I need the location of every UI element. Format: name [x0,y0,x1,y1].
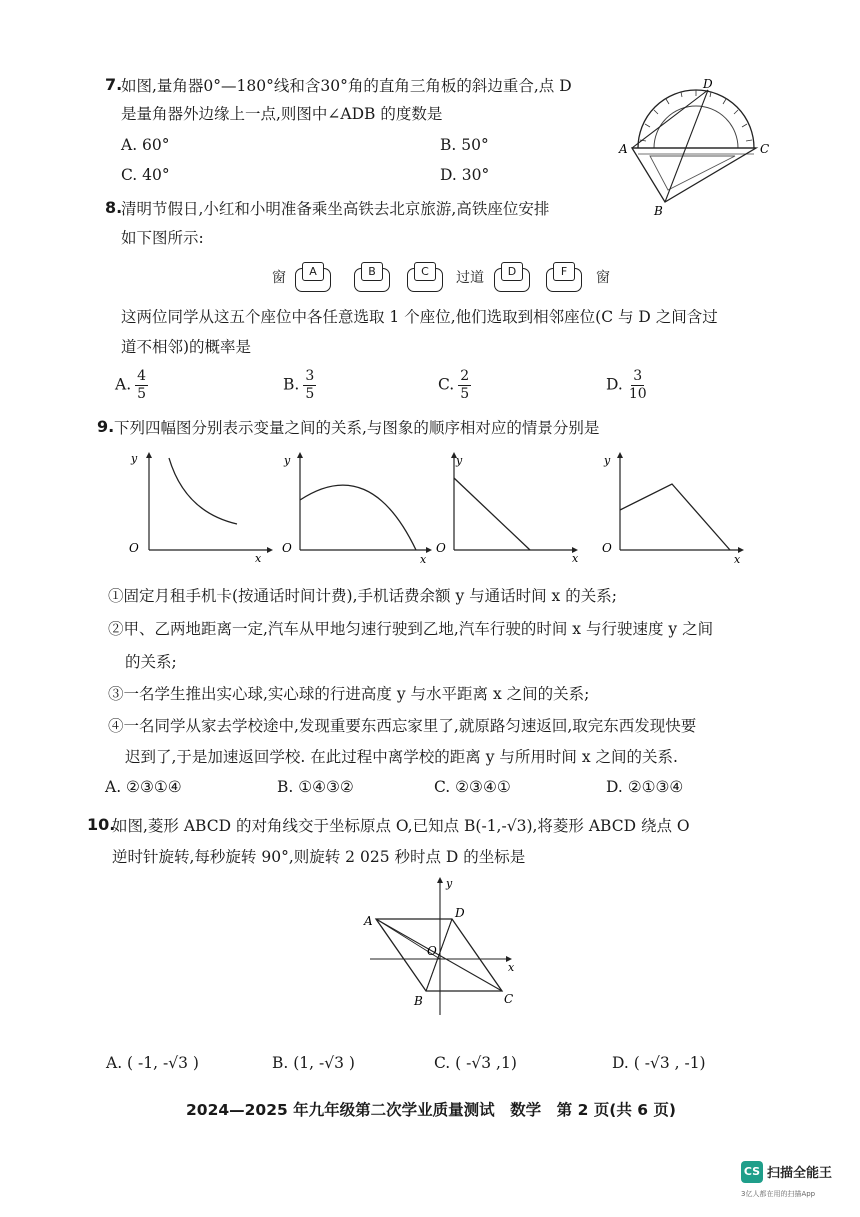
q9-g2-x-label: x [420,553,427,565]
q10-line1: 如图,菱形 ABCD 的对角线交于坐标原点 O,已知点 B(-1,-√3),将菱形 ABCD 绕点 O [112,817,690,835]
q9-scenario-1: ①固定月租手机卡(按通话时间计费),手机话费余额 y 与通话时间 x 的关系; [108,587,617,605]
q9-graph-4 [598,450,748,565]
q9-option-b: B. ①④③② [277,778,354,796]
watermark-name: 扫描全能王 [767,1166,833,1181]
q8-option-c: C. $\frac{2}{5}$ [438,368,470,402]
seat-a-label: A [302,262,324,281]
seat-c-label: C [414,262,436,281]
q9-number: 9. [97,417,115,436]
q7-option-a: A. 60° [121,136,170,154]
aisle-label: 过道 [456,270,484,286]
q10-option-b: B. (1, -√3 ) [272,1054,355,1072]
q10-label-d: D [455,906,465,920]
q7-label-b: B [654,204,663,218]
q9-graph-3 [432,450,582,565]
q10-label-b: B [414,994,423,1008]
camscanner-logo-icon: CS [741,1161,763,1183]
q10-label-x: x [508,961,515,974]
seat-f-label: F [553,262,575,281]
q8-number: 8. [105,198,123,217]
q9-g1-origin: O [129,541,139,555]
seat-d-label: D [501,262,523,281]
q7-label-d: D [703,77,713,91]
q8-option-a: A. $\frac{4}{5}$ [115,368,147,402]
seat-c [405,262,445,292]
q10-option-d: D. ( -√3 , -1) [612,1054,706,1072]
window-left-label: 窗 [272,270,286,286]
q9-option-c: C. ②③④① [434,778,511,796]
q9-scenario-2a: ②甲、乙两地距离一定,汽车从甲地匀速行驶到乙地,汽车行驶的时间 x 与行驶速度 y 之间 [108,620,714,638]
q9-graph-1 [125,450,275,565]
q9-stem: 下列四幅图分别表示变量之间的关系,与图象的顺序相对应的情景分别是 [114,419,600,437]
q10-label-c: C [504,992,514,1006]
q10-label-y: y [446,877,453,890]
q9-g1-y-label: y [131,452,138,465]
q10-number: 10. [87,815,116,834]
q7-number: 7. [105,75,123,94]
q7-option-b: B. 50° [440,136,489,154]
q7-line1: 如图,量角器0°—180°线和含30°角的直角三角板的斜边重合,点 D [121,77,572,95]
q7-line2: 是量角器外边缘上一点,则图中∠ADB 的度数是 [121,105,443,123]
seat-b-label: B [361,262,383,281]
q8-option-d: D. $\frac{3}{10}$ [606,368,647,402]
page-footer: 2024—2025 年九年级第二次学业质量测试 数学 第 2 页(共 6 页) [186,1101,676,1119]
q9-scenario-4b: 迟到了,于是加速返回学校. 在此过程中离学校的距离 y 与所用时间 x 之间的关系. [125,748,678,766]
q9-scenario-2b: 的关系; [125,653,177,671]
q10-option-a: A. ( -1, -√3 ) [106,1054,199,1072]
q9-g3-y-label: y [456,454,463,467]
q9-g2-y-label: y [284,454,291,467]
q7-option-c: C. 40° [121,166,170,184]
q9-graph-2 [280,450,435,565]
q9-g4-y-label: y [604,454,611,467]
seat-d [492,262,532,292]
q9-g1-x-label: x [255,552,262,565]
q7-option-d: D. 30° [440,166,490,184]
watermark-tagline: 3亿人都在用的扫描App [741,1190,816,1198]
q7-label-a: A [619,142,628,156]
q8-line3: 这两位同学从这五个座位中各任意选取 1 个座位,他们选取到相邻座位(C 与 D 之间含过 [121,308,718,326]
q9-option-a: A. ②③①④ [105,778,182,796]
q9-g3-x-label: x [572,552,579,565]
q7-figure-protractor [610,72,785,222]
window-right-label: 窗 [596,270,610,286]
q10-line2: 逆时针旋转,每秒旋转 90°,则旋转 2 025 秒时点 D 的坐标是 [112,848,526,866]
seat-b [352,262,392,292]
q10-label-o: O [427,944,437,958]
q8-line1: 清明节假日,小红和小明准备乘坐高铁去北京旅游,高铁座位安排 [121,200,550,218]
q10-label-a: A [364,914,373,928]
seat-f [544,262,584,292]
q8-line2: 如下图所示: [121,229,204,247]
seat-a [293,262,333,292]
q9-option-d: D. ②①③④ [606,778,684,796]
q8-option-b: B. $\frac{3}{5}$ [283,368,315,402]
q9-scenario-3: ③一名学生推出实心球,实心球的行进高度 y 与水平距离 x 之间的关系; [108,685,590,703]
q9-g4-x-label: x [734,553,741,565]
q8-line4: 道不相邻)的概率是 [121,338,252,356]
q10-option-c: C. ( -√3 ,1) [434,1054,517,1072]
q9-scenario-4a: ④一名同学从家去学校途中,发现重要东西忘家里了,就原路匀速返回,取完东西发现快要 [108,717,697,735]
q10-figure-rhombus [360,875,530,1025]
q9-g3-origin: O [436,541,446,555]
q9-g4-origin: O [602,541,612,555]
q7-label-c: C [760,142,770,156]
q9-g2-origin: O [282,541,292,555]
